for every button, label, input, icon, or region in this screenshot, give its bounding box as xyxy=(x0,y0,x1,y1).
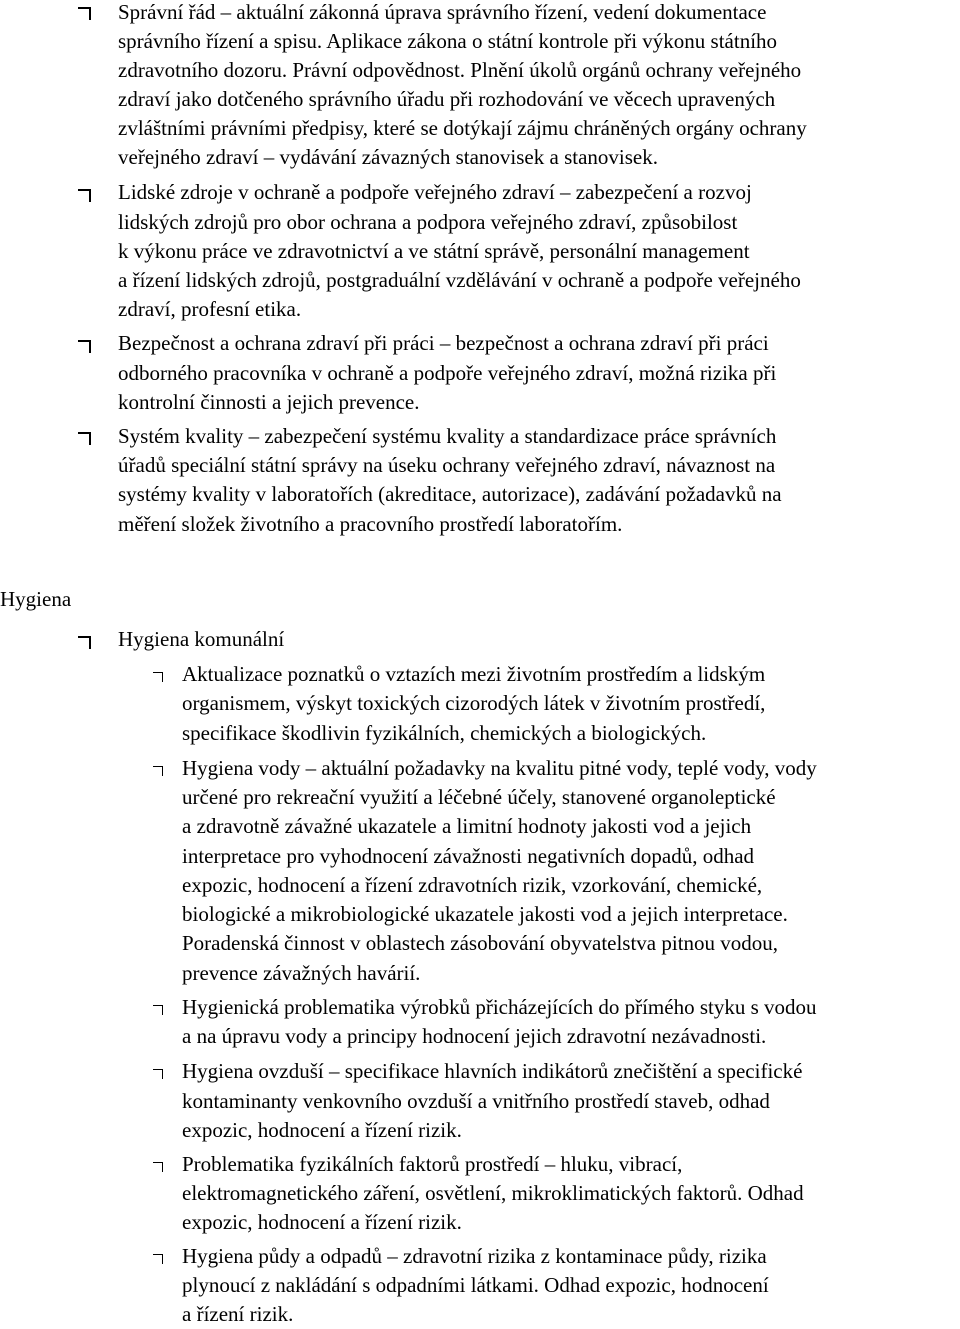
item-line: systémy kvality v laboratořích (akreditace, autorizace), zadávání požadavků na xyxy=(118,482,782,506)
item-line: měření složek životního a pracovního prostředí laboratořím. xyxy=(118,512,623,536)
checkbox-bullet-icon xyxy=(78,189,91,202)
sub-item-line: Poradenská činnost v oblastech zásobování obyvatelstva pitnou vodou, xyxy=(182,931,779,955)
checkbox-bullet-icon xyxy=(78,432,91,445)
sub-item-line: organismem, výskyt toxických cizorodých látek v životním prostředí, xyxy=(182,691,766,715)
item-line: a řízení lidských zdrojů, postgraduální vzdělávání v ochraně a podpoře veřejného xyxy=(118,268,801,292)
item-line: k výkonu práce ve zdravotnictví a ve státní správě, personální management xyxy=(118,239,750,263)
checkbox-bullet-icon xyxy=(153,1162,163,1172)
item-line: Bezpečnost a ochrana zdraví při práci – bezpečnost a ochrana zdraví při práci xyxy=(118,331,769,355)
sub-item-line: Hygienická problematika výrobků přicházejících do přímého styku s vodou xyxy=(182,995,817,1019)
checkbox-bullet-icon xyxy=(78,7,91,20)
item-line: odborného pracovníka v ochraně a podpoře veřejného zdraví, možná rizika při xyxy=(118,361,777,385)
item-line: zdraví, profesní etika. xyxy=(118,297,302,321)
item-line: zdraví jako dotčeného správního úřadu při rozhodování ve věcech upravených xyxy=(118,87,776,111)
sub-item-line: expozic, hodnocení a řízení rizik. xyxy=(182,1210,462,1234)
sub-item-line: expozic, hodnocení a řízení rizik. xyxy=(182,1118,462,1142)
item-line: úřadů speciální státní správy na úseku ochrany veřejného zdraví, návaznost na xyxy=(118,453,776,477)
sub-item-line: plynoucí z nakládání s odpadními látkami. Odhad expozic, hodnocení xyxy=(182,1273,769,1297)
sub-item-line: expozic, hodnocení a řízení zdravotních rizik, vzorkování, chemické, xyxy=(182,873,763,897)
checkbox-bullet-icon xyxy=(78,636,91,649)
sub-item-line: Hygiena půdy a odpadů – zdravotní rizika z kontaminace půdy, rizika xyxy=(182,1244,767,1268)
item-line: zdravotního dozoru. Právní odpovědnost. Plnění úkolů orgánů ochrany veřejného xyxy=(118,58,802,82)
sub-item-line: Aktualizace poznatků o vztazích mezi životním prostředím a lidským xyxy=(182,662,766,686)
sub-item-line: a zdravotně závažné ukazatele a limitní hodnoty jakosti vod a jejich xyxy=(182,814,752,838)
sub-item-line: Problematika fyzikálních faktorů prostředí – hluku, vibrací, xyxy=(182,1152,683,1176)
sub-item-line: biologické a mikrobiologické ukazatele jakosti vod a jejich interpretace. xyxy=(182,902,788,926)
section-heading: Hygiena xyxy=(0,587,72,611)
sub-item-line: a na úpravu vody a principy hodnocení jejich zdravotní nezávadnosti. xyxy=(182,1024,767,1048)
sub-item-line: kontaminanty venkovního ovzduší a vnitřního prostředí staveb, odhad xyxy=(182,1089,770,1113)
sub-item-line: specifikace škodlivin fyzikálních, chemických a biologických. xyxy=(182,721,707,745)
sub-item-line: určené pro rekreační využití a léčebné účely, stanovené organoleptické xyxy=(182,785,776,809)
checkbox-bullet-icon xyxy=(78,340,91,353)
item-line: zvláštními právními předpisy, které se dotýkají zájmu chráněných orgány ochrany xyxy=(118,116,807,140)
sub-item-line: a řízení rizik. xyxy=(182,1302,294,1326)
item-line: správního řízení a spisu. Aplikace zákona o státní kontrole při výkonu státního xyxy=(118,29,778,53)
sub-item-line: prevence závažných havárií. xyxy=(182,961,421,985)
item-line: Správní řád – aktuální zákonná úprava správního řízení, vedení dokumentace xyxy=(118,0,767,24)
item-line: kontrolní činnosti a jejich prevence. xyxy=(118,390,420,414)
item-line: veřejného zdraví – vydávání závazných stanovisek a stanovisek. xyxy=(118,145,658,169)
checkbox-bullet-icon xyxy=(153,1069,163,1079)
checkbox-bullet-icon xyxy=(153,766,163,776)
item-line: Lidské zdroje v ochraně a podpoře veřejného zdraví – zabezpečení a rozvoj xyxy=(118,180,752,204)
sub-item-line: Hygiena vody – aktuální požadavky na kvalitu pitné vody, teplé vody, vody xyxy=(182,756,817,780)
sub-item-line: elektromagnetického záření, osvětlení, mikroklimatických faktorů. Odhad xyxy=(182,1181,804,1205)
sub-item-line: interpretace pro vyhodnocení závažnosti negativních dopadů, odhad xyxy=(182,844,755,868)
item-line: Systém kvality – zabezpečení systému kvality a standardizace práce správních xyxy=(118,424,777,448)
checkbox-bullet-icon xyxy=(153,1005,163,1015)
checkbox-bullet-icon xyxy=(153,1254,163,1264)
sub-item-line: Hygiena ovzduší – specifikace hlavních indikátorů znečištění a specifické xyxy=(182,1059,803,1083)
sub-heading: Hygiena komunální xyxy=(118,627,285,651)
checkbox-bullet-icon xyxy=(153,672,163,682)
item-line: lidských zdrojů pro obor ochrana a podpora veřejného zdraví, způsobilost xyxy=(118,210,738,234)
